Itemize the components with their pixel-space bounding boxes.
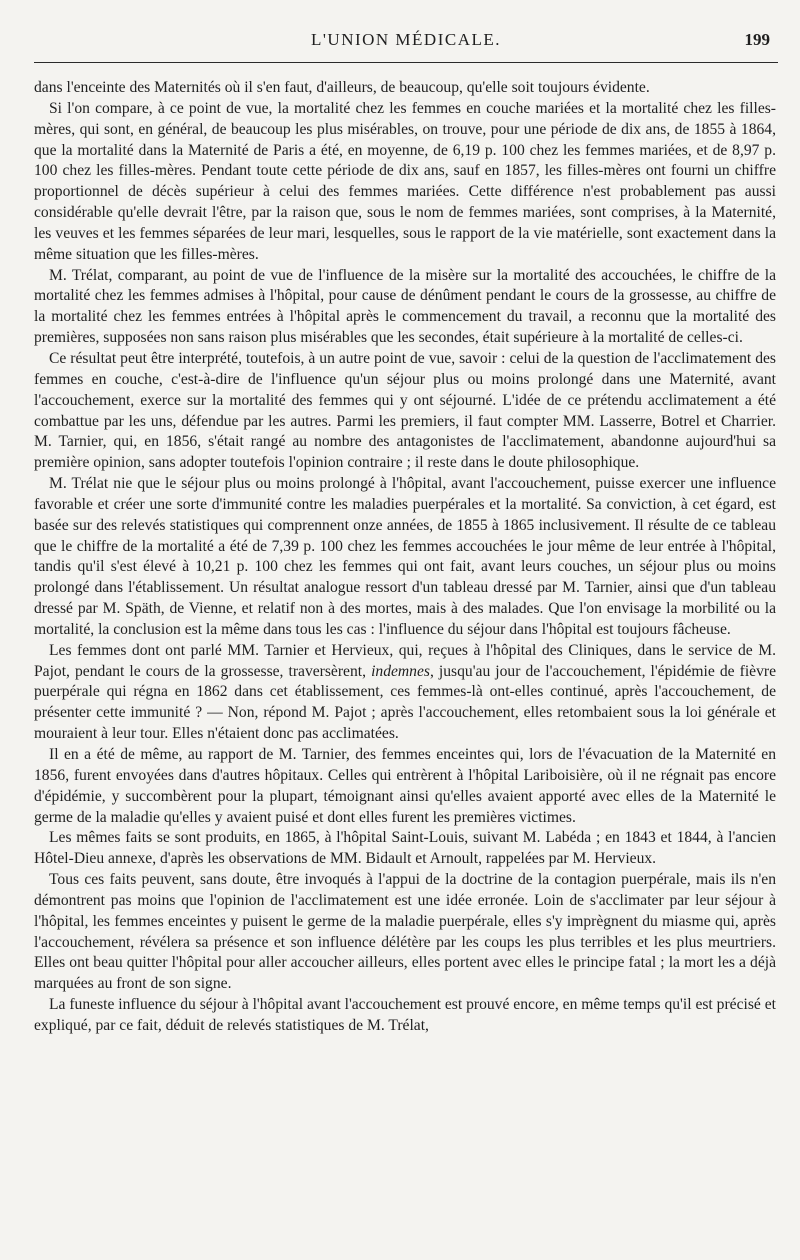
article-body bbox=[34, 78, 776, 1037]
running-header bbox=[34, 30, 778, 56]
paragraph-trelat-statistics: M. Trélat nie que le séjour plus ou moins prolongé à l'hôpital, avant l'accouchement, puisse exercer une influence favorable et créer une sorte d'immunité contre les maladies puerpérales et la mortalité. Sa conviction, à cet égard, est basée sur des relevés statistiques qui comprennent onze années, de 1855 à 1865 inclusivement. Il résulte de ce tableau que le chiffre de la mortalité a été de 7,39 p. 100 chez les femmes accouchées le jour même de leur entrée à l'hôpital, tandis qu'il s'est élevé à 10,21 p. 100 chez les femmes qui ont fait, avant leurs couches, un séjour plus ou moins prolongé dans l'établissement. Un résultat analogue ressort d'un tableau dressé par M. Tarnier, ainsi que d'un tableau dressé par M. Späth, de Vienne, et relatif non à des mortes, mais à des malades. Que l'on envisage la morbilité ou la mortalité, la conclusion est la même dans tous les cas : l'influence du séjour dans l'hôpital est toujours fâcheuse. bbox=[34, 475, 776, 638]
paragraph-maternite-evacuation: Il en a été de même, au rapport de M. Tarnier, des femmes enceintes qui, lors de l'évacuation de la Maternité en 1856, furent envoyées dans d'autres hôpitaux. Celles qui entrèrent à l'hôpital Lariboisière, où il ne régnait pas encore d'épidémie, y succombèrent pour la plupart, témoignant ainsi qu'elles avaient apporté avec elles de la Maternité le germe de la maladie qu'elles y avaient puisé et dont elles furent les premières victimes. bbox=[34, 746, 776, 826]
paragraph-saint-louis: Les mêmes faits se sont produits, en 1865, à l'hôpital Saint-Louis, suivant M. Labéda ; en 1843 et 1844, à l'ancien Hôtel-Dieu annexe, d'après les observations de MM. Bidault et Arnoult, rappelées par M. Hervieux. bbox=[34, 829, 776, 868]
header-divider bbox=[34, 62, 778, 63]
journal-title: L'UNION MÉDICALE. bbox=[310, 30, 502, 49]
paragraph-contagion: Tous ces faits peuvent, sans doute, être invoqués à l'appui de la doctrine de la contagion puerpérale, mais ils n'en démontrent pas moins que l'opinion de l'acclimatement est une idée erronée. Loin de s'acclimater par leur séjour à l'hôpital, les femmes enceintes y puisent le germe de la maladie puerpérale, elles s'y imprègnent du miasme qui, après l'accouchement, révélera sa présence et son influence délétère par les coups les plus terribles et les plus meurtriers. Elles ont beau quitter l'hôpital pour aller accoucher ailleurs, elles portent avec elles le principe fatal ; la mort les a déjà marquées au front de son signe. bbox=[34, 871, 776, 993]
paragraph-mortality-comparison: Si l'on compare, à ce point de vue, la mortalité chez les femmes en couche mariées et la mortalité chez les filles-mères, qui sont, en général, de beaucoup les plus misérables, on trouve, pour une période de dix ans, de 1855 à 1864, que la mortalité dans la Maternité de Paris a été, en moyenne, de 6,19 p. 100 chez les femmes mariées, et de 8,97 p. 100 chez les filles-mères. Pendant toute cette période de dix ans, sauf en 1857, les filles-mères ont fourni un chiffre proportionnel de décès supérieur à celui des femmes mariées. Cette différence n'est probablement pas aussi considérable qu'elle devrait l'être, par la raison que, sous le nom de femmes mariées, sont comprises, à la Maternité, les veuves et les femmes séparées de leur mari, lesquelles, sous le rapport de la vie matérielle, sont exactement dans la même situation que les filles-mères. bbox=[34, 99, 776, 263]
paragraph-funeste-influence: La funeste influence du séjour à l'hôpital avant l'accouchement est prouvé encore, en même temps qu'il est précisé et expliqué, par ce fait, déduit de relevés statistiques de M. Trélat, bbox=[34, 996, 776, 1034]
page-number: 199 bbox=[744, 30, 770, 49]
italic-emphasis: indemnes bbox=[371, 662, 430, 680]
paragraph-acclimatement-question: Ce résultat peut être interprété, toutefois, à un autre point de vue, savoir : celui de la question de l'acclimatement des femmes en couche, c'est-à-dire de l'influence qu'un séjour plus ou moins prolongé dans une Maternité, avant l'accouchement, exerce sur la mortalité des femmes qui y ont séjourné. L'idée de ce prétendu acclimatement a été combattue par les uns, défendue par les autres. Parmi les premiers, il faut compter MM. Lasserre, Botrel et Charrier. M. Tarnier, qui, en 1856, s'était rangé au nombre des antagonistes de l'acclimatement, abandonne aujourd'hui sa première opinion, sans adopter toutefois l'opinion contraire ; il reste dans le doute philosophique. bbox=[34, 349, 776, 472]
paragraph-trelat-misery: M. Trélat, comparant, au point de vue de l'influence de la misère sur la mortalité des accouchées, le chiffre de la mortalité chez les femmes admises à l'hôpital, pour cause de dénûment pendant le cours de la grossesse, au chiffre de la mortalité chez les femmes entrées à l'hôpital après le commencement du travail, a reconnu que la mortalité des premières, supposées non sans raison plus misérables que les secondes, était supérieure à la mortalité de celles-ci. bbox=[34, 266, 776, 347]
paragraph-continuation: dans l'enceinte des Maternités où il s'en faut, d'ailleurs, de beaucoup, qu'elle soit toujours évidente. bbox=[34, 79, 650, 96]
paragraph-cliniques-epidemic: Les femmes dont ont parlé MM. Tarnier et Hervieux, qui, reçues à l'hôpital des Cliniques, dans le service de M. Pajot, pendant le cours de la grossesse, traversèrent, indemnes, jusqu'au jour de l'accouchement, l'épidémie de fièvre puerpérale qui régna en 1862 dans cet établissement, ces femmes-là ont-elles continué, après l'accouchement, de présenter cette immunité ? — Non, répond M. Pajot ; après l'accouchement, elles retombaient sous la loi générale et mouraient à leur tour. Elles n'étaient donc pas acclimatées. bbox=[34, 641, 777, 743]
